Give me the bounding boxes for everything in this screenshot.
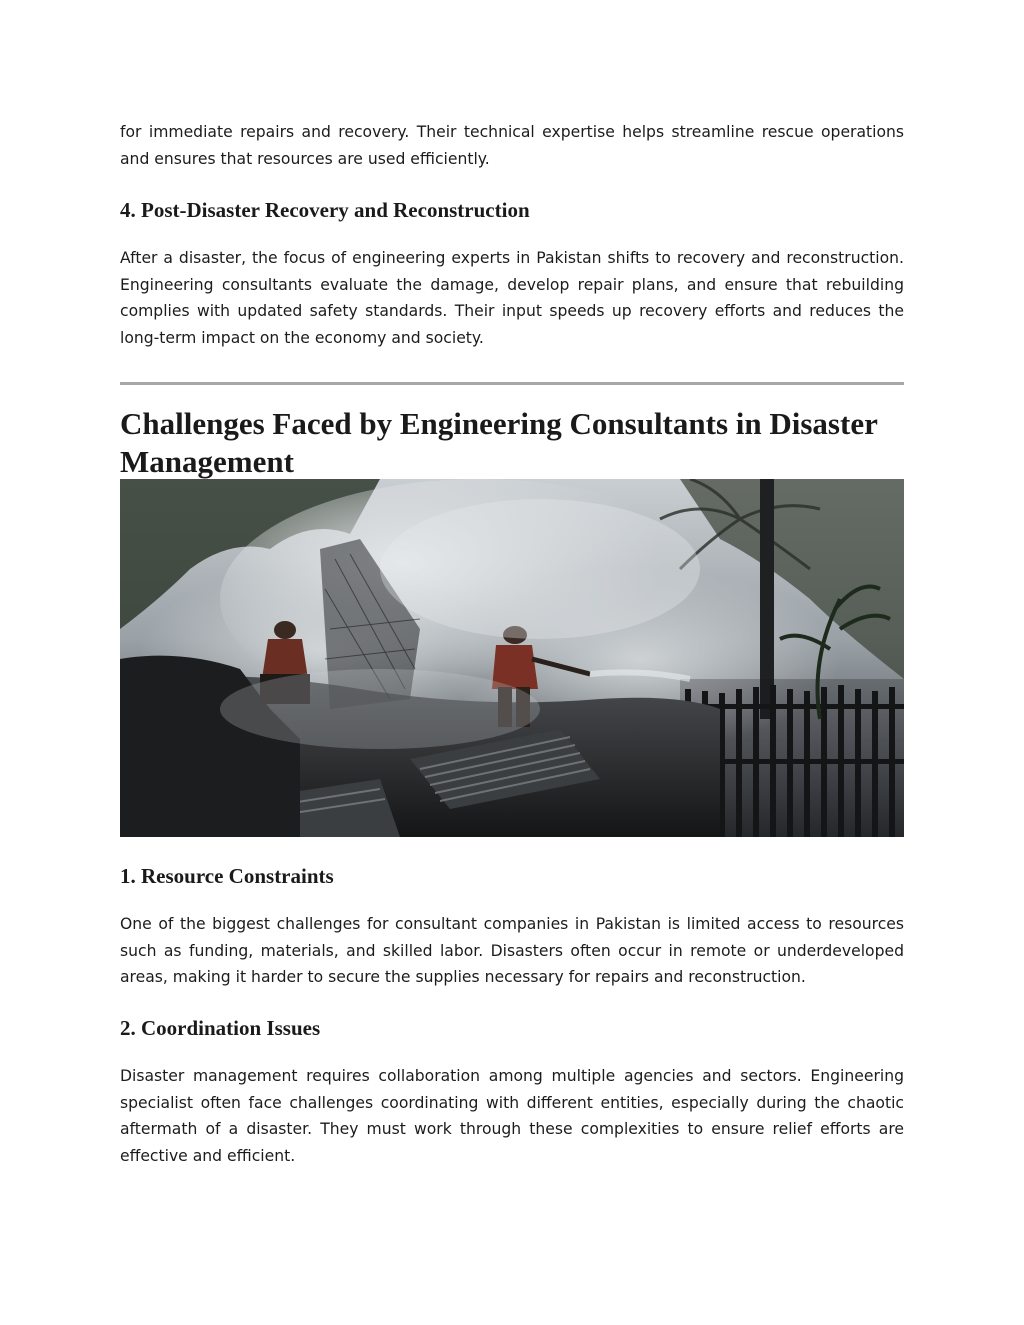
intro-paragraph: for immediate repairs and recovery. Their technical expertise helps streamline rescue operations and ensures that resources are used efficiently. [120,123,904,168]
horizontal-divider [120,382,904,385]
section-heading-post-disaster: 4. Post-Disaster Recovery and Reconstruction [120,198,530,222]
post-disaster-paragraph: After a disaster, the focus of engineering experts in Pakistan shifts to recovery and reconstruction. Engineering consultants evaluate the damage, develop repair plans, and ensure that rebuilding complies with updated safety standards. Their input speeds up recovery efforts and reduces the long-term impact on the economy and society. [120,249,904,347]
firefighters-smoke-photo [120,479,904,837]
resource-constraints-paragraph: One of the biggest challenges for consultant companies in Pakistan is limited access to resources such as funding, materials, and skilled labor. Disasters often occur in remote or underdeveloped areas, making it harder to secure the supplies necessary for repairs and reconstruction. [120,915,904,986]
coordination-issues-paragraph: Disaster management requires collaboration among multiple agencies and sectors. Engineering specialist often face challenges coordinating with different entities, especially during the chaotic aftermath of a disaster. They must work through these complexities to ensure relief efforts are effective and efficient. [120,1067,904,1165]
section-heading-resource-constraints: 1. Resource Constraints [120,864,334,888]
challenges-heading: Challenges Faced by Engineering Consultants in Disaster Management [120,406,878,479]
section-heading-coordination-issues: 2. Coordination Issues [120,1016,321,1040]
